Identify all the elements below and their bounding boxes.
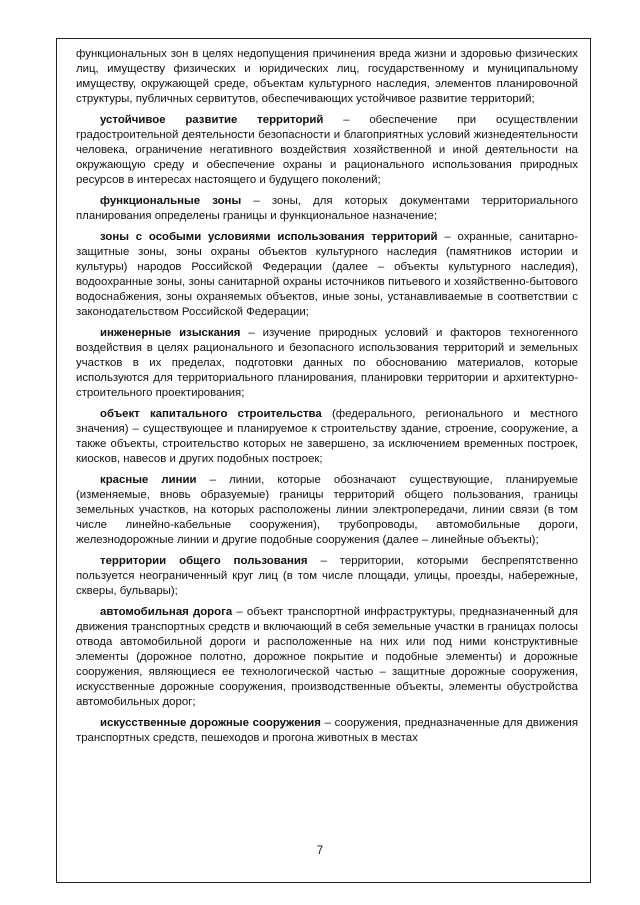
definition: – обеспечение при осуществлении градостроительной деятельности безопасности и благоприятных условий жизнедеятельности человека, ограничение негативного воздействия хозяйственной и иной деятельности на окружающую среду и обеспечение охраны и рационального использования природных ресурсов в интересах настоящего и будущего поколений; bbox=[76, 114, 578, 186]
paragraph-intro bbox=[76, 47, 578, 107]
definition: – охранные, санитарно-защитные зоны, зоны охраны объектов культурного наследия (памятников истории и культуры) народов Российской Федерации (далее – объекты культурного наследия), водоохранные зоны, зоны санитарной охраны источников питьевого и хозяйственно-бытового водоснабжения, зоны охраняемых объектов, иные зоны, устанавливаемые в соответствии с законодательством Российской Федерации; bbox=[76, 231, 579, 318]
page-number: 7 bbox=[316, 845, 324, 857]
paragraph-definition bbox=[76, 716, 578, 746]
definition: – объект транспортной инфраструктуры, предназначенный для движения транспортных средств и включающий в себя земельные участки в границах полосы отвода автомобильной дороги и расположенные на них или под ними конструктивные элементы (дорожное полотно, дорожное покрытие и подобные элементы) и дорожные сооружения, являющиеся ее технологической частью – защитные дорожные сооружения, искусственные дорожные сооружения, производственные объекты, элементы обустройства автомобильных дорог; bbox=[76, 606, 578, 708]
document-body bbox=[76, 47, 578, 752]
definition: – линии, которые обозначают существующие, планируемые (изменяемые, вновь образуемые) границы территорий общего пользования, границы земельных участков, на которых расположены линии электропередачи, линии связи (в том числе линейно-кабельные сооружения), трубопроводы, автомобильные дороги, железнодорожные линии и другие подобные сооружения (далее – линейные объекты); bbox=[76, 474, 578, 546]
paragraph-definition bbox=[76, 554, 578, 599]
term: инженерные изыскания bbox=[100, 327, 241, 339]
term: функциональные зоны bbox=[100, 195, 242, 207]
term: красные линии bbox=[100, 474, 197, 486]
term: устойчивое развитие территорий bbox=[100, 114, 324, 126]
paragraph-definition bbox=[76, 326, 578, 401]
paragraph-definition bbox=[76, 230, 578, 320]
paragraph-definition bbox=[76, 194, 578, 224]
term: автомобильная дорога bbox=[100, 606, 233, 618]
paragraph-definition bbox=[76, 605, 578, 710]
definition: (федерального, регионального и местного значения) – существующее и планируемое к строительству здание, строение, сооружение, а также объекты, строительство которых не завершено, за исключением временных построек, киосков, навесов и других подобных построек; bbox=[76, 408, 578, 465]
definition: – зоны, для которых документами территориального планирования определены границы и функциональное назначение; bbox=[76, 195, 578, 222]
definition: функциональных зон в целях недопущения причинения вреда жизни и здоровью физических лиц, имуществу физических и юридических лиц, государственному и муниципальному имуществу, окружающей среде, объектам культурного наследия, элементов планировочной структуры, публичных сервитутов, обеспечивающих устойчивое развитие территорий; bbox=[76, 48, 578, 105]
term: зоны с особыми условиями использования территорий bbox=[100, 231, 438, 243]
term: искусственные дорожные сооружения bbox=[100, 717, 321, 729]
paragraph-definition bbox=[76, 407, 578, 467]
definition: – изучение природных условий и факторов техногенного воздействия в целях рационального и безопасного использования территорий и земельных участков в их пределах, подготовки данных по обоснованию материалов, которые используются для территориального планирования, планировки территории и архитектурно-строительного проектирования; bbox=[76, 327, 578, 399]
term: объект капитального строительства bbox=[100, 408, 322, 420]
paragraph-definition bbox=[76, 473, 578, 548]
definition: – территории, которыми беспрепятственно пользуется неограниченный круг лиц (в том числе площади, улицы, проезды, набережные, скверы, бульвары); bbox=[76, 555, 578, 597]
term: территории общего пользования bbox=[100, 555, 308, 567]
definition: – сооружения, предназначенные для движения транспортных средств, пешеходов и прогона животных в местах bbox=[76, 717, 578, 744]
paragraph-definition bbox=[76, 113, 578, 188]
